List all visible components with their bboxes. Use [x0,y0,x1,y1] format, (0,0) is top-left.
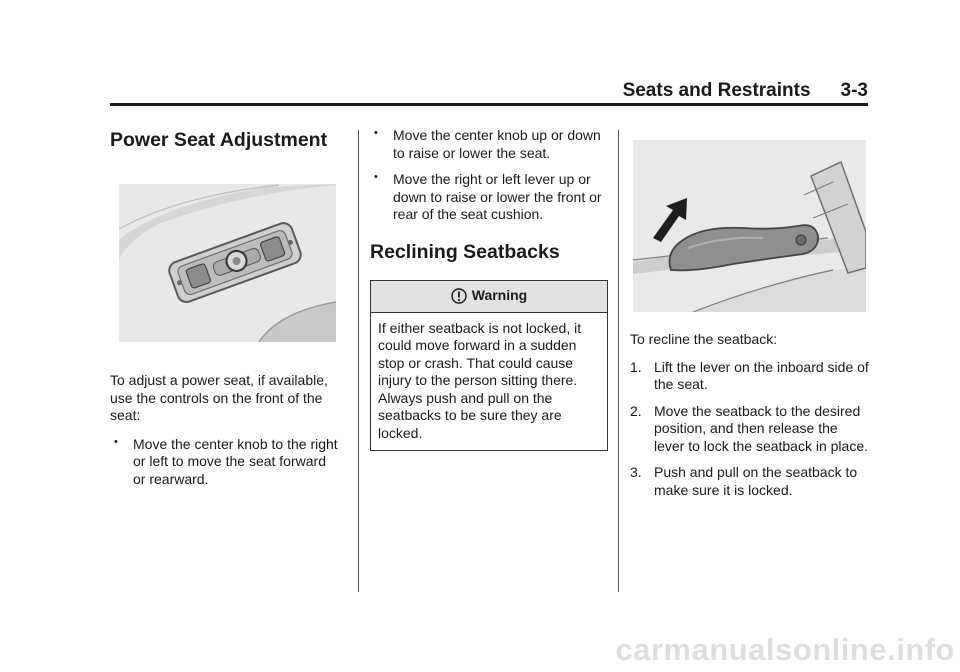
section-heading-power-seat: Power Seat Adjustment [110,129,328,151]
step-item [630,403,870,456]
column-divider [618,130,619,592]
recline-intro: To recline the seatback: [630,331,778,347]
warning-header [371,281,607,313]
column-3 [630,140,870,508]
bullet-item: • Move the center knob to the right or left to move the seat forward or rearward. [110,436,342,489]
warning-text: If either seatback is not locked, it could move forward in a sudden stop or crash. That could cause injury to the person sitting there. Always push and pull on the seatbacks to be sure they are locked. [378,319,582,441]
warning-title: Warning [471,287,528,304]
step-text: Push and pull on the seatback to make sure it is locked. [654,464,858,498]
section-heading-reclining: Reclining Seatbacks [370,240,560,263]
step-text: Move the seatback to the desired position, and then release the lever to lock the seatback in place. [654,402,869,454]
power-seat-bullets [110,436,342,489]
column-1 [110,128,342,497]
step-item [630,359,870,394]
power-seat-intro: To adjust a power seat, if available, use the controls on the front of the seat: [110,372,328,423]
seatback-lever-image [633,140,866,312]
step-number: 3. [630,464,642,480]
section-title: Seats and Restraints [622,80,811,101]
power-seat-controls-image [119,184,336,342]
step-number: 1. [630,358,642,375]
step-text: Lift the lever on the inboard side of the seat. [654,358,869,392]
bullet-item: • Move the right or left lever up or down to raise or lower the front or rear of the seat cushion. [370,171,608,224]
header-rule [110,103,868,106]
column-divider [358,130,359,592]
power-seat-controls-illustration [119,184,336,342]
site-watermark: carmanualsonline.info [615,632,955,667]
seatback-lever-illustration [633,140,866,312]
warning-box [370,280,608,452]
recline-steps [630,359,870,500]
page-header [623,80,868,102]
step-number: 2. [630,402,642,419]
caution-triangle-icon [451,288,467,304]
page-number: 3-3 [840,80,868,101]
bullet-item: • Move the center knob up or down to raise or lower the seat. [370,127,608,162]
column-2 [370,127,608,451]
step-item [630,464,870,499]
power-seat-bullets-continued [370,127,608,224]
